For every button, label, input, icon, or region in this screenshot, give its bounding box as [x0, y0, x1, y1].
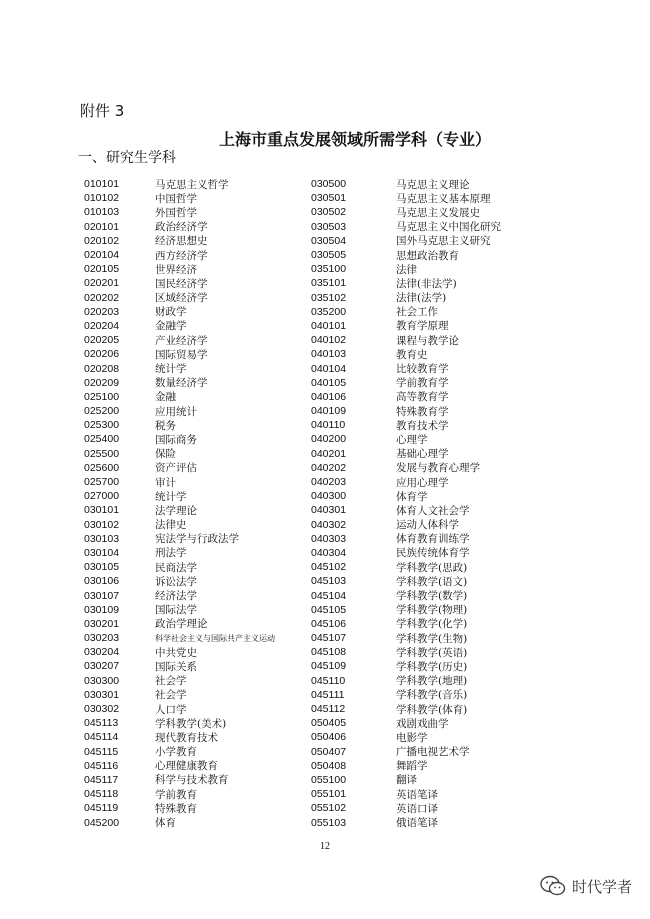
subject-row — [84, 787, 275, 801]
subject-row — [84, 518, 275, 532]
subject-code: 045117 — [84, 773, 119, 786]
subject-name: 马克思主义基本原理 — [396, 192, 491, 205]
subject-code: 025300 — [84, 419, 120, 432]
subject-code: 050408 — [311, 759, 347, 772]
subject-row — [84, 489, 275, 503]
subject-row — [84, 645, 275, 659]
subject-code: 045118 — [84, 788, 119, 801]
subject-name: 广播电视艺术学 — [396, 746, 470, 759]
subject-row — [311, 588, 501, 602]
subject-code: 030503 — [311, 220, 347, 233]
subject-row — [311, 801, 501, 815]
subject-name: 马克思主义哲学 — [155, 178, 229, 191]
subject-name: 体育 — [155, 817, 176, 830]
subject-code: 055100 — [311, 773, 347, 786]
subject-name: 发展与教育心理学 — [396, 462, 480, 475]
subject-code: 040102 — [311, 334, 347, 347]
subject-name: 外国哲学 — [155, 206, 197, 219]
subject-name: 运动人体科学 — [396, 519, 459, 532]
subject-name: 资产评估 — [155, 462, 197, 475]
subject-name: 学科教学(英语) — [396, 646, 468, 659]
subject-row — [311, 532, 501, 546]
subject-name: 体育学 — [396, 490, 428, 503]
subject-row — [311, 475, 501, 489]
subject-name: 人口学 — [155, 703, 187, 716]
subject-code: 020202 — [84, 291, 120, 304]
subject-name: 区域经济学 — [155, 292, 208, 305]
subject-row — [311, 432, 501, 446]
subject-row — [311, 688, 501, 702]
subject-code: 040203 — [311, 476, 347, 489]
subject-name: 科学社会主义与国际共产主义运动 — [155, 633, 275, 643]
subject-name: 诉讼法学 — [155, 575, 197, 588]
subject-name: 马克思主义理论 — [396, 178, 470, 191]
subject-row — [311, 702, 501, 716]
subject-name: 审计 — [155, 476, 176, 489]
subject-name: 学前教育 — [155, 788, 197, 801]
subject-row — [84, 560, 275, 574]
subject-row — [311, 319, 501, 333]
subject-name: 课程与教学论 — [396, 334, 459, 347]
subject-row — [84, 603, 275, 617]
subject-name: 教育史 — [396, 348, 428, 361]
subject-row — [84, 177, 275, 191]
subject-row — [84, 674, 275, 688]
subject-code: 035102 — [311, 291, 347, 304]
subject-row — [84, 291, 275, 305]
subject-row — [311, 503, 501, 517]
subject-row — [84, 305, 275, 319]
subject-row — [84, 617, 275, 631]
subject-name: 法律(法学) — [396, 292, 447, 305]
subject-code: 010103 — [84, 206, 120, 219]
subject-row — [311, 617, 501, 631]
subject-name: 国外马克思主义研究 — [396, 235, 491, 248]
subject-name: 英语笔译 — [396, 788, 438, 801]
subject-row — [311, 191, 501, 205]
subject-row — [84, 191, 275, 205]
subject-row — [311, 603, 501, 617]
subject-name: 法学理论 — [155, 504, 197, 517]
subject-code: 040103 — [311, 348, 347, 361]
subject-row — [84, 475, 275, 489]
subject-name: 国民经济学 — [155, 277, 208, 290]
subject-row — [311, 659, 501, 673]
subject-row — [311, 773, 501, 787]
subject-row — [311, 447, 501, 461]
subject-name: 学科教学(物理) — [396, 604, 468, 617]
subject-name: 戏剧戏曲学 — [396, 717, 449, 730]
subject-name: 学科教学(地理) — [396, 675, 468, 688]
subject-code: 020209 — [84, 376, 120, 389]
subject-name: 统计学 — [155, 363, 187, 376]
subject-code: 030103 — [84, 532, 120, 545]
subject-code: 045112 — [311, 703, 346, 716]
subject-name: 统计学 — [155, 490, 187, 503]
subject-row — [84, 234, 275, 248]
subject-code: 040104 — [311, 362, 347, 375]
subject-row — [311, 674, 501, 688]
subject-name: 政治学理论 — [155, 618, 208, 631]
subject-row — [311, 404, 501, 418]
subject-name: 现代教育技术 — [155, 731, 218, 744]
subject-code: 030201 — [84, 617, 120, 630]
subject-name: 社会工作 — [396, 306, 438, 319]
subject-code: 045200 — [84, 816, 120, 829]
wechat-icon — [540, 875, 566, 897]
subject-row — [311, 645, 501, 659]
subject-name: 学科教学(思政) — [396, 561, 468, 574]
subject-code: 045109 — [311, 660, 347, 673]
subject-row — [311, 730, 501, 744]
subject-name: 金融学 — [155, 320, 187, 333]
subject-code: 025500 — [84, 447, 120, 460]
subject-code: 030101 — [84, 504, 120, 517]
subject-row — [311, 291, 501, 305]
subject-row — [84, 461, 275, 475]
subject-code: 025100 — [84, 390, 120, 403]
subject-row — [84, 404, 275, 418]
subject-name: 教育学原理 — [396, 320, 449, 333]
subject-row — [311, 347, 501, 361]
subject-row — [311, 220, 501, 234]
subject-name: 教育技术学 — [396, 419, 449, 432]
subject-row — [311, 631, 501, 645]
subject-name: 特殊教育 — [155, 802, 197, 815]
left-subject-column — [84, 177, 275, 830]
section-heading: 一、研究生学科 — [78, 150, 176, 166]
subject-code: 050406 — [311, 731, 347, 744]
subject-row — [84, 376, 275, 390]
subject-row — [311, 248, 501, 262]
subject-code: 030107 — [84, 589, 120, 602]
subject-code: 040202 — [311, 461, 347, 474]
subject-name: 刑法学 — [155, 547, 187, 560]
subject-row — [84, 702, 275, 716]
subject-code: 045113 — [84, 717, 119, 730]
subject-row — [84, 759, 275, 773]
subject-name: 社会学 — [155, 675, 187, 688]
subject-name: 学科教学(美术) — [155, 717, 227, 730]
subject-row — [311, 361, 501, 375]
subject-row — [84, 546, 275, 560]
subject-row — [84, 205, 275, 219]
subject-name: 学科教学(音乐) — [396, 689, 468, 702]
subject-row — [84, 815, 275, 829]
subject-code: 045105 — [311, 603, 347, 616]
subject-code: 040105 — [311, 376, 347, 389]
subject-code: 020104 — [84, 249, 120, 262]
subject-row — [311, 333, 501, 347]
subject-row — [84, 730, 275, 744]
subject-name: 学科教学(历史) — [396, 660, 468, 673]
subject-code: 040303 — [311, 532, 347, 545]
subject-name: 马克思主义中国化研究 — [396, 221, 501, 234]
subject-code: 030207 — [84, 660, 120, 673]
subject-name: 税务 — [155, 419, 176, 432]
subject-row — [84, 390, 275, 404]
subject-name: 西方经济学 — [155, 249, 208, 262]
subject-name: 思想政治教育 — [396, 249, 459, 262]
subject-row — [311, 759, 501, 773]
subject-row — [84, 276, 275, 290]
subject-name: 国际商务 — [155, 433, 197, 446]
subject-row — [84, 262, 275, 276]
subject-name: 科学与技术教育 — [155, 774, 229, 787]
subject-code: 020203 — [84, 305, 120, 318]
subject-code: 045106 — [311, 617, 347, 630]
subject-name: 国际关系 — [155, 660, 197, 673]
subject-row — [84, 588, 275, 602]
subject-name: 宪法学与行政法学 — [155, 533, 239, 546]
subject-code: 030106 — [84, 575, 120, 588]
subject-code: 010101 — [84, 178, 120, 191]
page-title: 上海市重点发展领域所需学科（专业） — [218, 130, 491, 149]
subject-code: 030102 — [84, 518, 120, 531]
subject-row — [311, 262, 501, 276]
subject-name: 应用心理学 — [396, 476, 449, 489]
subject-code: 030500 — [311, 178, 347, 191]
subject-code: 020105 — [84, 263, 120, 276]
subject-code: 055101 — [311, 788, 347, 801]
subject-code: 020201 — [84, 277, 120, 290]
subject-code: 020204 — [84, 319, 120, 332]
subject-name: 金融 — [155, 391, 176, 404]
subject-name: 基础心理学 — [396, 448, 449, 461]
subject-row — [84, 418, 275, 432]
subject-row — [311, 787, 501, 801]
subject-row — [84, 220, 275, 234]
subject-name: 电影学 — [396, 731, 428, 744]
subject-row — [311, 560, 501, 574]
subject-name: 民商法学 — [155, 561, 197, 574]
subject-code: 030505 — [311, 249, 347, 262]
subject-row — [84, 503, 275, 517]
subject-row — [84, 248, 275, 262]
subject-name: 特殊教育学 — [396, 405, 449, 418]
subject-code: 030204 — [84, 646, 120, 659]
subject-code: 020102 — [84, 234, 120, 247]
page-number: 12 — [320, 841, 330, 852]
subject-code: 040302 — [311, 518, 347, 531]
subject-name: 学科教学(化学) — [396, 618, 468, 631]
subject-code: 045108 — [311, 646, 347, 659]
subject-code: 030203 — [84, 632, 120, 645]
subject-name: 国际贸易学 — [155, 348, 208, 361]
subject-code: 020205 — [84, 334, 120, 347]
subject-code: 027000 — [84, 490, 120, 503]
subject-code: 025400 — [84, 433, 120, 446]
subject-code: 040109 — [311, 405, 347, 418]
subject-row — [84, 716, 275, 730]
subject-code: 045114 — [84, 731, 119, 744]
subject-code: 035100 — [311, 263, 347, 276]
subject-name: 经济思想史 — [155, 235, 208, 248]
subject-code: 030302 — [84, 703, 120, 716]
subject-code: 045119 — [84, 802, 119, 815]
subject-row — [84, 631, 275, 645]
subject-code: 030105 — [84, 561, 120, 574]
subject-code: 040201 — [311, 447, 347, 460]
subject-name: 学科教学(体育) — [396, 703, 468, 716]
subject-code: 025600 — [84, 461, 120, 474]
subject-code: 045107 — [311, 632, 347, 645]
subject-code: 045111 — [311, 688, 345, 701]
subject-code: 045103 — [311, 575, 347, 588]
subject-name: 心理健康教育 — [155, 760, 218, 773]
subject-name: 俄语笔译 — [396, 817, 438, 830]
attachment-label: 附件 3 — [80, 102, 125, 120]
subject-code: 045116 — [84, 759, 119, 772]
subject-name: 财政学 — [155, 306, 187, 319]
subject-row — [311, 276, 501, 290]
subject-code: 020206 — [84, 348, 120, 361]
subject-code: 055103 — [311, 816, 347, 829]
subject-code: 045115 — [84, 745, 119, 758]
watermark-text: 时代学者 — [571, 877, 632, 896]
subject-row — [84, 801, 275, 815]
subject-code: 010102 — [84, 192, 120, 205]
subject-row — [84, 432, 275, 446]
subject-code: 040300 — [311, 490, 347, 503]
subject-code: 045104 — [311, 589, 347, 602]
subject-code: 055102 — [311, 802, 347, 815]
subject-code: 045110 — [311, 674, 346, 687]
subject-code: 045102 — [311, 561, 347, 574]
subject-name: 数量经济学 — [155, 377, 208, 390]
subject-code: 025200 — [84, 405, 120, 418]
subject-row — [311, 376, 501, 390]
subject-code: 030504 — [311, 234, 347, 247]
subject-code: 025700 — [84, 476, 120, 489]
subject-row — [311, 574, 501, 588]
subject-code: 040106 — [311, 390, 347, 403]
subject-code: 030301 — [84, 688, 120, 701]
subject-name: 保险 — [155, 448, 176, 461]
subject-name: 世界经济 — [155, 263, 197, 276]
subject-code: 030501 — [311, 192, 347, 205]
subject-code: 030109 — [84, 603, 120, 616]
subject-name: 比较教育学 — [396, 363, 449, 376]
subject-code: 040110 — [311, 419, 346, 432]
subject-row — [84, 333, 275, 347]
subject-name: 体育教育训练学 — [396, 533, 470, 546]
subject-name: 学科教学(语文) — [396, 575, 468, 588]
right-subject-column — [311, 177, 501, 830]
subject-name: 高等教育学 — [396, 391, 449, 404]
subject-name: 民族传统体育学 — [396, 547, 470, 560]
subject-row — [311, 234, 501, 248]
subject-row — [311, 177, 501, 191]
subject-code: 050405 — [311, 717, 347, 730]
subject-code: 035101 — [311, 277, 347, 290]
subject-name: 学前教育学 — [396, 377, 449, 390]
subject-row — [84, 574, 275, 588]
subject-name: 小学教育 — [155, 746, 197, 759]
subject-name: 翻译 — [396, 774, 417, 787]
subject-code: 040200 — [311, 433, 347, 446]
subject-row — [84, 361, 275, 375]
subject-row — [311, 390, 501, 404]
subject-row — [311, 461, 501, 475]
subject-row — [311, 716, 501, 730]
subject-row — [84, 688, 275, 702]
subject-name: 学科教学(生物) — [396, 632, 468, 645]
subject-code: 020208 — [84, 362, 120, 375]
subject-name: 产业经济学 — [155, 334, 208, 347]
subject-name: 法律(非法学) — [396, 277, 457, 290]
subject-row — [311, 815, 501, 829]
subject-code: 035200 — [311, 305, 347, 318]
subject-row — [84, 347, 275, 361]
subject-code: 040301 — [311, 504, 347, 517]
subject-row — [84, 447, 275, 461]
subject-row — [311, 205, 501, 219]
subject-name: 心理学 — [396, 433, 428, 446]
subject-name: 体育人文社会学 — [396, 504, 470, 517]
subject-name: 政治经济学 — [155, 221, 208, 234]
subject-row — [84, 659, 275, 673]
watermark — [540, 875, 632, 897]
subject-code: 030300 — [84, 674, 120, 687]
subject-code: 020101 — [84, 220, 120, 233]
subject-row — [84, 319, 275, 333]
subject-code: 030104 — [84, 546, 120, 559]
subject-name: 应用统计 — [155, 405, 197, 418]
subject-code: 040101 — [311, 319, 347, 332]
subject-name: 国际法学 — [155, 604, 197, 617]
subject-row — [311, 305, 501, 319]
subject-name: 社会学 — [155, 689, 187, 702]
subject-name: 法律 — [396, 263, 417, 276]
subject-name: 舞蹈学 — [396, 760, 428, 773]
subject-name: 经济法学 — [155, 590, 197, 603]
subject-row — [311, 489, 501, 503]
subject-row — [84, 532, 275, 546]
subject-name: 英语口译 — [396, 802, 438, 815]
subject-code: 050407 — [311, 745, 347, 758]
subject-name: 中共党史 — [155, 646, 197, 659]
subject-row — [311, 546, 501, 560]
subject-code: 040304 — [311, 546, 347, 559]
subject-row — [84, 745, 275, 759]
subject-name: 中国哲学 — [155, 192, 197, 205]
subject-name: 马克思主义发展史 — [396, 206, 480, 219]
subject-row — [84, 773, 275, 787]
subject-name: 法律史 — [155, 519, 187, 532]
subject-code: 030502 — [311, 206, 347, 219]
subject-row — [311, 418, 501, 432]
subject-name: 学科教学(数学) — [396, 590, 468, 603]
subject-row — [311, 518, 501, 532]
subject-row — [311, 745, 501, 759]
